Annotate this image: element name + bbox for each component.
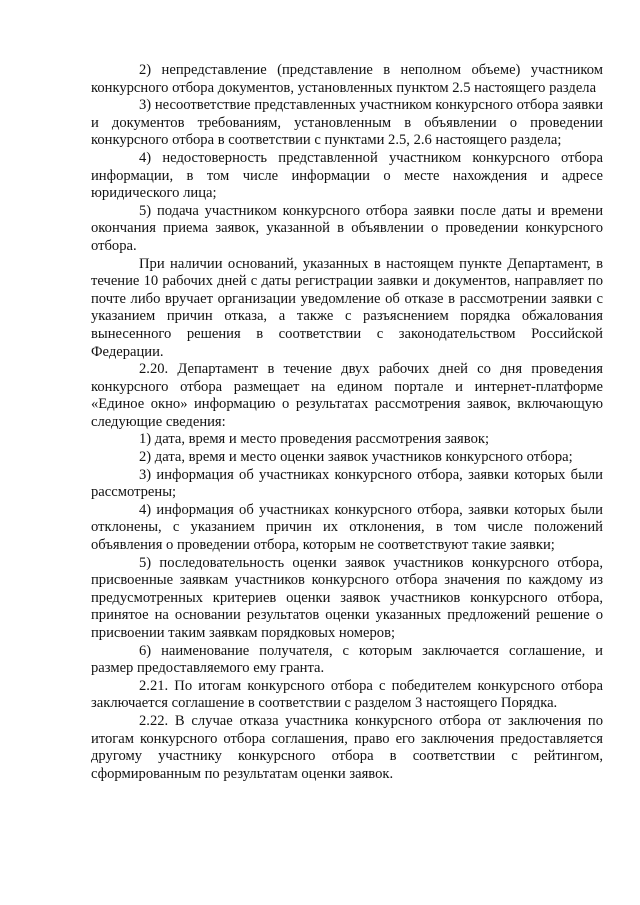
paragraph-2-22: 2.22. В случае отказа участника конкурсного отбора от заключения по итогам конкурсного отбора соглашения, право его заключения предоставляется другому участнику конкурсного отбора в соответствии с рейтингом, сформированным по результатам оценки заявок. bbox=[91, 712, 603, 782]
paragraph-2-20-item-2: 2) дата, время и место оценки заявок участников конкурсного отбора; bbox=[139, 449, 573, 466]
paragraph-2-20-item-6: 6) наименование получателя, с которым заключается соглашение, и размер предоставляемого ему гранта. bbox=[91, 642, 603, 677]
paragraph-item-4: 4) недостоверность представленной участником конкурсного отбора информации, в том числе информации о месте нахождения и адресе юридического лица; bbox=[91, 149, 603, 202]
paragraph-item-2: 2) непредставление (представление в неполном объеме) участником конкурсного отбора документов, установленных пунктом 2.5 настоящего раздела bbox=[91, 62, 603, 96]
paragraph-refusal-notice: При наличии оснований, указанных в настоящем пункте Департамент, в течение 10 рабочих дней с даты регистрации заявки и документов, направляет по почте либо вручает организации уведомление об отказе в рассмотрении заявки с указанием причин отказа, а также с разъяснением порядка обжалования вынесенного решения в соответствии с законодательством Российской Федерации. bbox=[91, 255, 603, 360]
paragraph-item-5: 5) подача участником конкурсного отбора заявки после даты и времени окончания приема заявок, указанной в объявлении о проведении конкурсного отбора. bbox=[91, 202, 603, 254]
paragraph-2-20-item-5: 5) последовательность оценки заявок участников конкурсного отбора, присвоенные заявкам участников конкурсного отбора значения по каждому из предусмотренных критериев оценки заявок участников конкурсного отбора, принятое на основании результатов оценки указанных предложений решение о присвоении таким заявкам порядковых номеров; bbox=[91, 554, 603, 641]
document-body bbox=[91, 62, 603, 783]
paragraph-2-20-item-3: 3) информация об участниках конкурсного отбора, заявки которых были рассмотрены; bbox=[91, 466, 603, 501]
paragraph-2-20-item-4: 4) информация об участниках конкурсного отбора, заявки которых были отклонены, с указанием причин их отклонения, в том числе положений объявления о проведении отбора, которым не соответствуют такие заявки; bbox=[91, 501, 603, 554]
paragraph-2-20: 2.20. Департамент в течение двух рабочих дней со дня проведения конкурсного отбора размещает на едином портале и интернет-платформе «Единое окно» информацию о результатах рассмотрения заявок, включающую следующие сведения: bbox=[91, 361, 603, 430]
paragraph-item-3: 3) несоответствие представленных участником конкурсного отбора заявки и документов требованиям, установленным в объявлении о проведении конкурсного отбора в соответствии с пунктами 2.5, 2.6 настоящего раздела; bbox=[91, 97, 603, 149]
paragraph-2-21: 2.21. По итогам конкурсного отбора с победителем конкурсного отбора заключается соглашение в соответствии с разделом 3 настоящего Порядка. bbox=[91, 677, 603, 712]
paragraph-2-20-item-1: 1) дата, время и место проведения рассмотрения заявок; bbox=[139, 431, 490, 448]
